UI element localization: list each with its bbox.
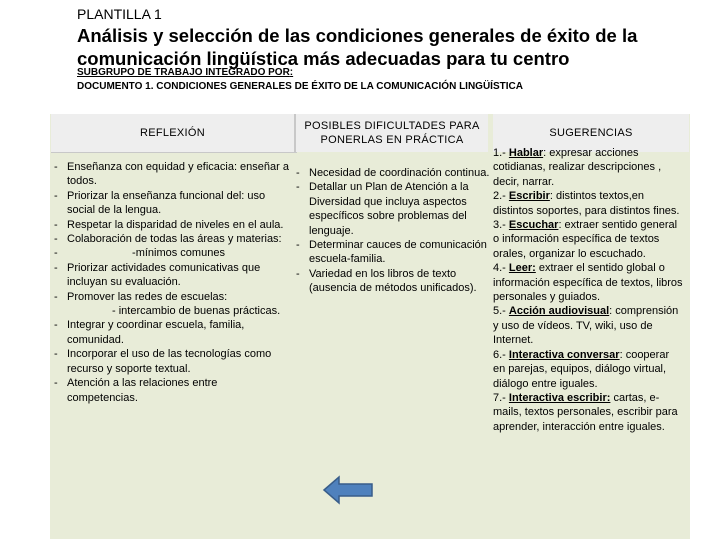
dificultades-column [294, 166, 490, 296]
header-dificultades: POSIBLES DIFICULTADES PARA PONERLAS EN PRÁCTICA [296, 114, 488, 152]
reflexion-item: - -mínimos comunes [52, 246, 290, 260]
subgroup-line [77, 67, 293, 78]
sugerencia-label: Escribir [508, 190, 550, 203]
reflexion-item: - Priorizar actividades comunicativas que incluyan su evaluación. [52, 261, 290, 290]
sugerencia-colon: : [543, 147, 547, 159]
sugerencia-item [493, 189, 683, 218]
sugerencia-label: Leer: [508, 262, 536, 275]
dificultad-item: - Variedad en los libros de texto (ausencia de métodos unificados). [294, 267, 490, 296]
header-reflexion: REFLEXIÓN [51, 114, 297, 153]
dificultad-item: - Necesidad de coordinación continua. [294, 166, 490, 180]
sugerencia-label: Interactiva conversar [508, 348, 620, 361]
dificultad-item: - Determinar cauces de comunicación escuela-familia. [294, 238, 490, 267]
reflexion-item: - Colaboración de todas las áreas y materias: [52, 232, 290, 246]
reflexion-item: - Enseñanza con equidad y eficacia: enseñar a todos. [52, 160, 290, 189]
sugerencia-colon: : [549, 190, 553, 203]
sugerencia-item [493, 391, 683, 434]
reflexion-item: - Incorporar el uso de las tecnologías como recurso y soporte textual. [52, 347, 290, 376]
sugerencia-text: comprensión y uso de vídeos. TV, wiki, uso de Internet. [493, 305, 679, 347]
sugerencia-number: 2.- [493, 190, 506, 203]
header-sugerencias: SUGERENCIAS [493, 114, 689, 152]
sugerencia-label: Acción audiovisual [508, 305, 610, 318]
subgroup-label: SUBGRUPO DE TRABAJO INTEGRADO POR [77, 67, 290, 78]
sugerencia-colon: : [558, 219, 562, 232]
reflexion-subitem: - intercambio de buenas prácticas. [112, 305, 281, 318]
sugerencia-number: 4.- [493, 262, 506, 275]
sugerencia-label: Escuchar [508, 219, 559, 232]
reflexion-column [52, 160, 290, 405]
sugerencia-text: expresar acciones cotidianas, realizar descripciones , decir, narrar. [493, 147, 662, 188]
sugerencia-label: Hablar [508, 147, 544, 159]
sugerencia-item [493, 304, 683, 347]
sugerencia-label: Interactiva escribir: [508, 391, 611, 404]
sugerencia-number: 3.- [493, 219, 506, 232]
page-title: Análisis y selección de las condiciones generales de éxito de la comunicación lingüística más adecuadas para tu centro [77, 25, 638, 69]
dificultad-item: - Detallar un Plan de Atención a la Diversidad que incluya aspectos específicos sobre problemas del lenguaje. [294, 180, 490, 238]
sugerencia-text: cartas, e-mails, textos personales, escribir para aprender, interacción entre iguales. [493, 391, 678, 433]
reflexion-item: - Atención a las relaciones entre competencias. [52, 376, 290, 405]
sugerencia-text: distintos textos,en distintos soportes, para distintos fines. [493, 190, 680, 217]
sugerencia-colon: : [609, 305, 613, 318]
document-line: DOCUMENTO 1. CONDICIONES GENERALES DE ÉXITO DE LA COMUNICACIÓN LINGÜÍSTICA [77, 81, 523, 92]
sugerencia-number: 6.- [493, 348, 506, 361]
subgroup-colon: : [289, 67, 294, 78]
sugerencia-item [493, 261, 683, 304]
sugerencia-text: extraer sentido general o información específica de textos orales, organizar lo escuchado. [493, 219, 678, 260]
sugerencia-number: 7.- [493, 391, 506, 404]
sugerencia-colon: : [619, 348, 623, 361]
reflexion-item: - Integrar y coordinar escuela, familia, comunidad. [52, 318, 290, 347]
sugerencia-item [493, 348, 683, 391]
sugerencia-text: cooperar en parejas, equipos, diálogo virtual, diálogo entre iguales. [493, 348, 670, 390]
reflexion-item: - Respetar la disparidad de niveles en el aula. [52, 218, 290, 232]
left-arrow-icon[interactable] [322, 475, 374, 505]
sugerencia-item [493, 218, 683, 261]
sugerencia-item [493, 146, 683, 189]
reflexion-item: - Priorizar la enseñanza funcional del: uso social de la lengua. [52, 189, 290, 218]
template-label: PLANTILLA 1 [77, 6, 162, 22]
sugerencias-column [493, 146, 683, 434]
sugerencia-number: 5.- [493, 305, 506, 318]
reflexion-item: - Promover las redes de escuelas: [52, 290, 290, 304]
sugerencia-number: 1.- [493, 147, 506, 159]
sugerencia-text: extraer el sentido global o información específica de textos, libros personales y guiados. [493, 262, 683, 304]
